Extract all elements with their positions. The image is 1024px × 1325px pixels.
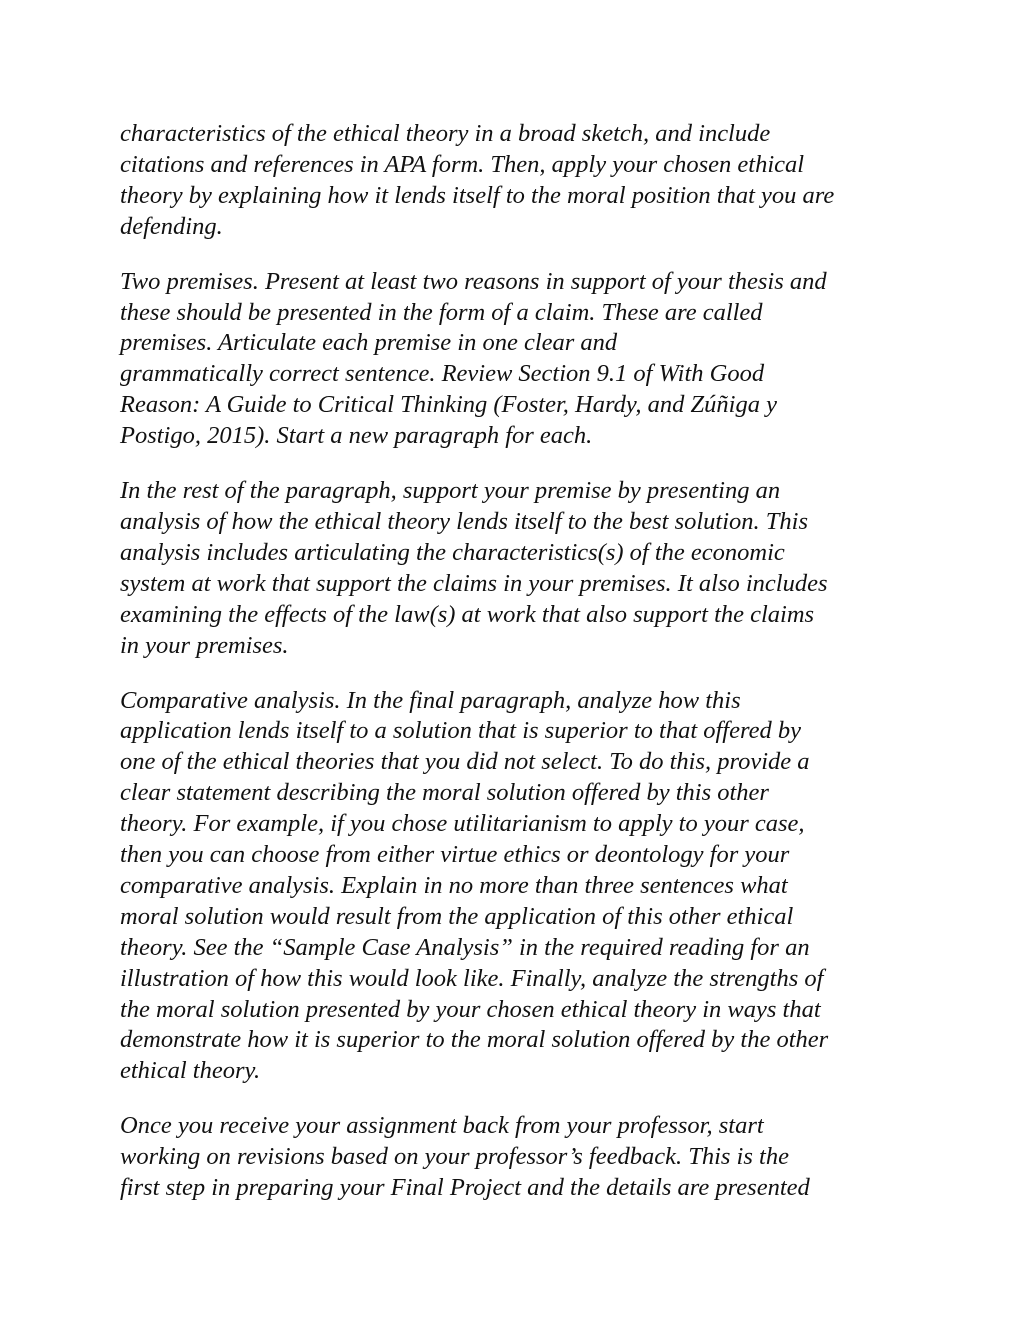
paragraph-two-premises: Two premises. Present at least two reasons in support of your thesis and these should be presented in the form of a claim. These are called premises. Articulate each premise in one clear and grammatically correct sentence. Review Section 9.1 of With Good Reason: A Guide to Critical Thinking (Foster, Hardy, and Zúñiga y Postigo, 2015). Start a new paragraph for each. xyxy=(120,267,827,450)
document-body xyxy=(120,119,910,1228)
paragraph-comparative-analysis: Comparative analysis. In the final paragraph, analyze how this application lends itself to a solution that is superior to that offered by one of the ethical theories that you did not select. To do this, provide a clear statement describing the moral solution offered by this other theory. For example, if you chose utilitarianism to apply to your case, then you can choose from either virtue ethics or deontology for your comparative analysis. Explain in no more than three sentences what moral solution would result from the application of this other ethical theory. See the “Sample Case Analysis” in the required reading for an illustration of how this would look like. Finally, analyze the strengths of the moral solution presented by your chosen ethical theory in ways that demonstrate how it is superior to the moral solution offered by the other ethical theory. xyxy=(120,686,829,1085)
paragraph-revisions: Once you receive your assignment back from your professor, start working on revisions based on your professor’s feedback. This is the first step in preparing your Final Project and the details are presented xyxy=(120,1112,810,1202)
paragraph-support-premise: In the rest of the paragraph, support your premise by presenting an analysis of how the ethical theory lends itself to the best solution. This analysis includes articulating the characteristics(s) of the economic system at work that support the claims in your premises. It also includes examining the effects of the law(s) at work that also support the claims in your premises. xyxy=(120,477,828,659)
paragraph-ethical-theory: characteristics of the ethical theory in a broad sketch, and include citations and references in APA form. Then, apply your chosen ethical theory by explaining how it lends itself to the moral position that you are defending. xyxy=(120,120,835,240)
